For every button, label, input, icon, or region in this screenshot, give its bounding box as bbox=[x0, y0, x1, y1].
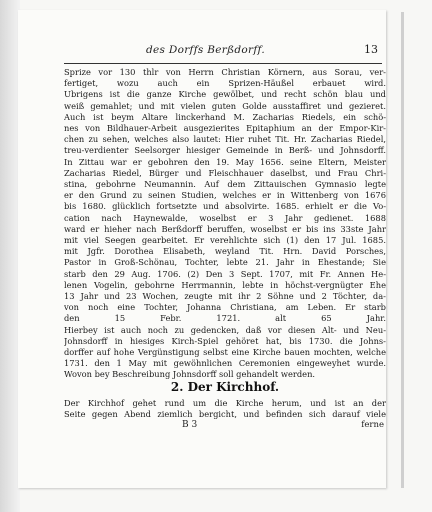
text-line: ward er hieher nach Berßdorff beruffen, woselbst er bis ins 33ste Jahr bbox=[64, 223, 386, 234]
text-line: Ubrigens ist die ganze Kirche gewölbet, und recht schön blau und bbox=[64, 89, 386, 100]
text-line: mit Jgfr. Dorothea Elisabeth, weyland Tit. Hrn. David Porsches, bbox=[64, 246, 386, 257]
page-footer bbox=[64, 420, 386, 434]
text-line: lenen Vogelin, gebohrne Herrmannin, lebte in höchst-vergnügter Ehe bbox=[64, 279, 386, 290]
text-line: starb den 29 Aug. 1706. (2) Den 3 Sept. 1707, mit Fr. Annen He- bbox=[64, 268, 386, 279]
text-line: fertiget, wozu auch ein Sprizen-Häußel erbauet wird. bbox=[64, 78, 386, 89]
text-line: nes von Bildhauer-Arbeit ausgezierites Epitaphium an der Empor-Kir- bbox=[64, 123, 386, 134]
text-line: Wovon bey Beschreibung Johnsdorff soll gehandelt werden. bbox=[64, 369, 316, 380]
text-line: dorffer auf hohe Vergünstigung selbst eine Kirche bauen mochten, welche bbox=[64, 347, 386, 358]
text-line: 1731. den 1 May mit gewöhnlichen Ceremonien eingeweyhet wurde. bbox=[64, 358, 386, 369]
text-line: stina, gebohrne Neumannin. Auf dem Zittauischen Gymnasio legte bbox=[64, 179, 386, 190]
page-edge bbox=[401, 12, 404, 488]
page-number: 13 bbox=[364, 43, 378, 56]
text-line: chen zu sehen, welches also lautet: Hier ruhet Tit. Hr. Zacharias Riedel, bbox=[64, 134, 386, 145]
running-title: des Dorffs Berßdorff. bbox=[146, 44, 265, 56]
page-header bbox=[64, 43, 382, 61]
text-line: den 15 Febr. 1721. alt 65 Jahr. bbox=[64, 313, 386, 324]
header-rule bbox=[64, 63, 382, 64]
text-line: er den Grund zu seinen Studien, welches er in Wittenberg von 1676 bbox=[64, 190, 386, 201]
text-line: Auch ist beym Altare linckerhand M. Zacharias Riedels, ein schö- bbox=[64, 111, 386, 122]
section-text bbox=[64, 398, 386, 420]
text-line: Sprize vor 130 thlr von Herrn Christian Körnern, aus Sorau, ver- bbox=[64, 67, 386, 77]
text-line: treu-verdienter Seelsorger hiesiger Gemeinde in Berß- und Johnsdorff. bbox=[64, 145, 386, 156]
text-line: Hierbey ist auch noch zu gedencken, daß vor diesen Alt- und Neu- bbox=[64, 324, 386, 335]
text-line: Der Kirchhof gehet rund um die Kirche herum, und ist an der bbox=[64, 398, 386, 408]
text-line: 13 Jahr und 23 Wochen, zeugte mit ihr 2 Söhne und 2 Töchter, da- bbox=[64, 291, 386, 302]
text-line: cation nach Haynewalde, woselbst er 3 Jahr gedienet. 1688 bbox=[64, 212, 386, 223]
section-heading: 2. Der Kirchhof. bbox=[170, 380, 280, 394]
body-text bbox=[64, 67, 386, 381]
text-line: mit viel Seegen gearbeitet. Er verehlichte sich (1) den 17 Jul. 1685. bbox=[64, 235, 386, 246]
catchword: ferne bbox=[361, 420, 384, 430]
text-line: von noch eine Tochter, Johanna Christiana, am Leben. Er starb bbox=[64, 302, 386, 313]
book-spine-shadow bbox=[0, 0, 20, 512]
text-line: Pastor in Groß-Schönau, Tochter, lebte 21. Jahr in Ehestande; Sie bbox=[64, 257, 386, 268]
signature-mark: B 3 bbox=[182, 420, 198, 430]
text-line: In Zittau war er gebohren den 19. May 1656. seine Eltern, Meister bbox=[64, 156, 386, 167]
text-line: Seite gegen Abend ziemlich bergicht, und befinden sich darauf viele bbox=[64, 409, 386, 420]
text-line: bis 1680. glücklich fortsetzte und absolvirte. 1685. erhielt er die Vo- bbox=[64, 201, 386, 212]
text-line: weiß gemahlet; und mit vielen guten Golde ausstaffiret und gezieret. bbox=[64, 100, 386, 111]
text-line: Zacharias Riedel, Bürger und Fleischhauer daselbst, und Frau Chri- bbox=[64, 167, 386, 178]
text-line: Johnsdorff in hiesiges Kirch-Spiel gehöret hat, bis 1730. die Johns- bbox=[64, 335, 386, 346]
